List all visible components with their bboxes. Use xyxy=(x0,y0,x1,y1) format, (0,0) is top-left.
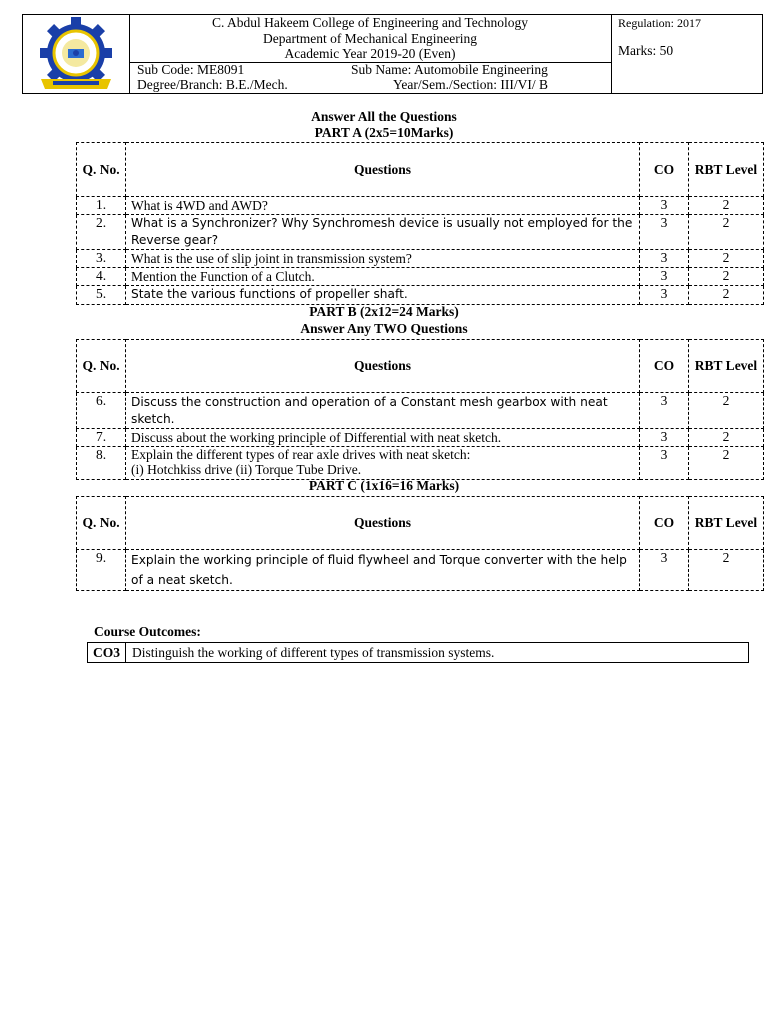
part-b-subtitle: Answer Any TWO Questions xyxy=(300,321,468,336)
table-row xyxy=(77,197,764,215)
co-value: 3 xyxy=(640,268,689,286)
question-text: What is 4WD and AWD? xyxy=(126,197,640,215)
question-text: Discuss the construction and operation of a Constant mesh gearbox with neat sketch. xyxy=(126,393,640,429)
q-number: 8. xyxy=(77,447,126,480)
col-co: CO xyxy=(640,497,689,550)
question-line-1: Explain the different types of rear axle drives with neat sketch: xyxy=(131,447,471,462)
co-value: 3 xyxy=(640,429,689,447)
table-row xyxy=(77,447,764,480)
col-co: CO xyxy=(640,340,689,393)
co-description: Distinguish the working of different types of transmission systems. xyxy=(132,645,495,660)
college-name: C. Abdul Hakeem College of Engineering and Technology xyxy=(212,15,528,30)
regulation: Regulation: 2017 xyxy=(618,16,701,30)
col-questions: Questions xyxy=(126,497,640,550)
college-logo-icon xyxy=(23,15,129,93)
question-text: State the various functions of propeller shaft. xyxy=(126,286,640,305)
rbt-value: 2 xyxy=(689,550,764,591)
q-number: 6. xyxy=(77,393,126,429)
rbt-value: 2 xyxy=(689,447,764,480)
col-qno: Q. No. xyxy=(77,497,126,550)
question-text xyxy=(126,447,640,480)
question-text: Explain the working principle of fluid flywheel and Torque converter with the help of a neat sketch. xyxy=(126,550,640,591)
academic-year: Academic Year 2019-20 (Even) xyxy=(284,46,456,61)
instructions: Answer All the Questions xyxy=(311,109,457,124)
table-header-row xyxy=(77,143,764,197)
co-value: 3 xyxy=(640,250,689,268)
table-row xyxy=(77,429,764,447)
table-row xyxy=(77,286,764,305)
q-number: 2. xyxy=(77,215,126,250)
co-value: 3 xyxy=(640,197,689,215)
q-number: 5. xyxy=(77,286,126,305)
department-name: Department of Mechanical Engineering xyxy=(262,30,478,46)
col-rbt: RBT Level xyxy=(689,340,764,393)
question-text: Discuss about the working principle of Differential with neat sketch. xyxy=(126,429,640,447)
college-logo-cell xyxy=(23,15,130,93)
q-number: 3. xyxy=(77,250,126,268)
rbt-value: 2 xyxy=(689,268,764,286)
rbt-value: 2 xyxy=(689,215,764,250)
total-marks: Marks: 50 xyxy=(618,43,674,58)
question-text: Mention the Function of a Clutch. xyxy=(126,268,640,286)
course-outcomes-title: Course Outcomes: xyxy=(94,624,201,639)
rbt-value: 2 xyxy=(689,429,764,447)
part-b-table xyxy=(76,339,764,480)
col-rbt: RBT Level xyxy=(689,497,764,550)
rbt-value: 2 xyxy=(689,197,764,215)
rbt-value: 2 xyxy=(689,393,764,429)
col-qno: Q. No. xyxy=(77,340,126,393)
col-rbt: RBT Level xyxy=(689,143,764,197)
year-sem-section: Year/Sem./Section: III/VI/ B xyxy=(393,77,548,92)
table-header-row xyxy=(77,497,764,550)
sub-name: Sub Name: Automobile Engineering xyxy=(351,62,548,77)
table-row xyxy=(77,250,764,268)
part-a-title: PART A (2x5=10Marks) xyxy=(314,125,454,140)
sub-code: Sub Code: ME8091 xyxy=(137,62,245,77)
course-outcomes-table xyxy=(87,642,749,663)
q-number: 7. xyxy=(77,429,126,447)
table-row xyxy=(77,550,764,591)
header-box xyxy=(22,14,763,94)
col-co: CO xyxy=(640,143,689,197)
co-code: CO3 xyxy=(88,643,126,662)
q-number: 1. xyxy=(77,197,126,215)
q-number: 4. xyxy=(77,268,126,286)
question-text: What is a Synchronizer? Why Synchromesh device is usually not employed for the Reverse gear? xyxy=(126,215,640,250)
rbt-value: 2 xyxy=(689,286,764,305)
co-value: 3 xyxy=(640,447,689,480)
q-number: 9. xyxy=(77,550,126,591)
question-text: What is the use of slip joint in transmission system? xyxy=(126,250,640,268)
table-row xyxy=(77,215,764,250)
header-right xyxy=(612,15,762,93)
header-titles xyxy=(129,15,611,63)
header-info xyxy=(129,15,612,93)
co-value: 3 xyxy=(640,286,689,305)
table-header-row xyxy=(77,340,764,393)
co-value: 3 xyxy=(640,550,689,591)
rbt-value: 2 xyxy=(689,250,764,268)
col-qno: Q. No. xyxy=(77,143,126,197)
part-c-title: PART C (1x16=16 Marks) xyxy=(308,478,460,493)
table-row xyxy=(77,268,764,286)
part-a-table xyxy=(76,142,764,305)
co-value: 3 xyxy=(640,215,689,250)
part-c-table xyxy=(76,496,764,591)
col-questions: Questions xyxy=(126,143,640,197)
part-b-title: PART B (2x12=24 Marks) xyxy=(309,304,459,319)
co-value: 3 xyxy=(640,393,689,429)
table-row xyxy=(77,393,764,429)
degree-branch: Degree/Branch: B.E./Mech. xyxy=(137,77,288,92)
question-line-2: (i) Hotchkiss drive (ii) Torque Tube Drive. xyxy=(131,462,362,477)
col-questions: Questions xyxy=(126,340,640,393)
